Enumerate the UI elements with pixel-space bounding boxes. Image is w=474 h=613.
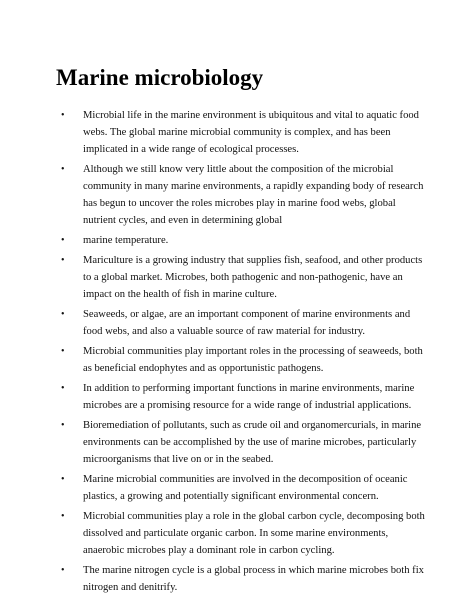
bullet-icon: •: [61, 474, 65, 485]
list-item: [56, 562, 426, 596]
bullet-icon: •: [61, 164, 65, 175]
bullet-icon: •: [61, 346, 65, 357]
list-item-text: marine temperature.: [83, 235, 169, 246]
list-item: [56, 380, 426, 414]
bullet-icon: •: [61, 255, 65, 266]
list-item-text: Seaweeds, or algae, are an important component of marine environments and food webs, and also a valuable source of raw material for industry.: [83, 309, 411, 337]
bullet-icon: •: [61, 511, 65, 522]
list-item: [56, 306, 426, 340]
page-title: Marine microbiology: [56, 65, 264, 90]
bullet-icon: •: [61, 110, 65, 121]
bullet-icon: •: [61, 309, 65, 320]
bullet-list: [56, 107, 426, 599]
bullet-icon: •: [61, 420, 65, 431]
bullet-icon: •: [61, 565, 65, 576]
list-item-text: Bioremediation of pollutants, such as crude oil and organomercurials, in marine environments can be accomplished by the use of marine microbes, particularly microorganisms that live on or in the seabed.: [83, 420, 422, 465]
list-item-text: Mariculture is a growing industry that supplies fish, seafood, and other products to a global market. Microbes, both pathogenic and non-pathogenic, have an impact on the health of fish in marine culture.: [83, 255, 423, 300]
list-item: [56, 107, 426, 158]
list-item: [56, 161, 426, 229]
list-item-text: In addition to performing important functions in marine environments, marine microbes are a promising resource for a wide range of industrial applications.: [83, 383, 415, 411]
list-item: [56, 471, 426, 505]
list-item-text: Microbial life in the marine environment is ubiquitous and vital to aquatic food webs. The global marine microbial community is complex, and has been implicated in a wide range of ecological processes.: [83, 110, 419, 155]
list-item: [56, 252, 426, 303]
list-item-text: The marine nitrogen cycle is a global process in which marine microbes both fix nitrogen and denitrify.: [83, 565, 424, 593]
bullet-icon: •: [61, 235, 65, 246]
list-item: [56, 343, 426, 377]
list-item-text: Marine microbial communities are involved in the decomposition of oceanic plastics, a growing and potentially significant environmental concern.: [83, 474, 408, 502]
list-item: [56, 232, 426, 249]
list-item-text: Microbial communities play important roles in the processing of seaweeds, both as beneficial endophytes and as opportunistic pathogens.: [83, 346, 423, 374]
list-item: [56, 508, 426, 559]
list-item-text: Although we still know very little about the composition of the microbial community in many marine environments, a rapidly expanding body of research has begun to uncover the roles microbes play in marine food webs, global nutrient cycles, and even in determining global: [83, 164, 424, 226]
list-item-text: Microbial communities play a role in the global carbon cycle, decomposing both dissolved and particulate organic carbon. In some marine environments, anaerobic microbes play a dominant role in carbon cycling.: [83, 511, 425, 556]
bullet-icon: •: [61, 383, 65, 394]
list-item: [56, 417, 426, 468]
